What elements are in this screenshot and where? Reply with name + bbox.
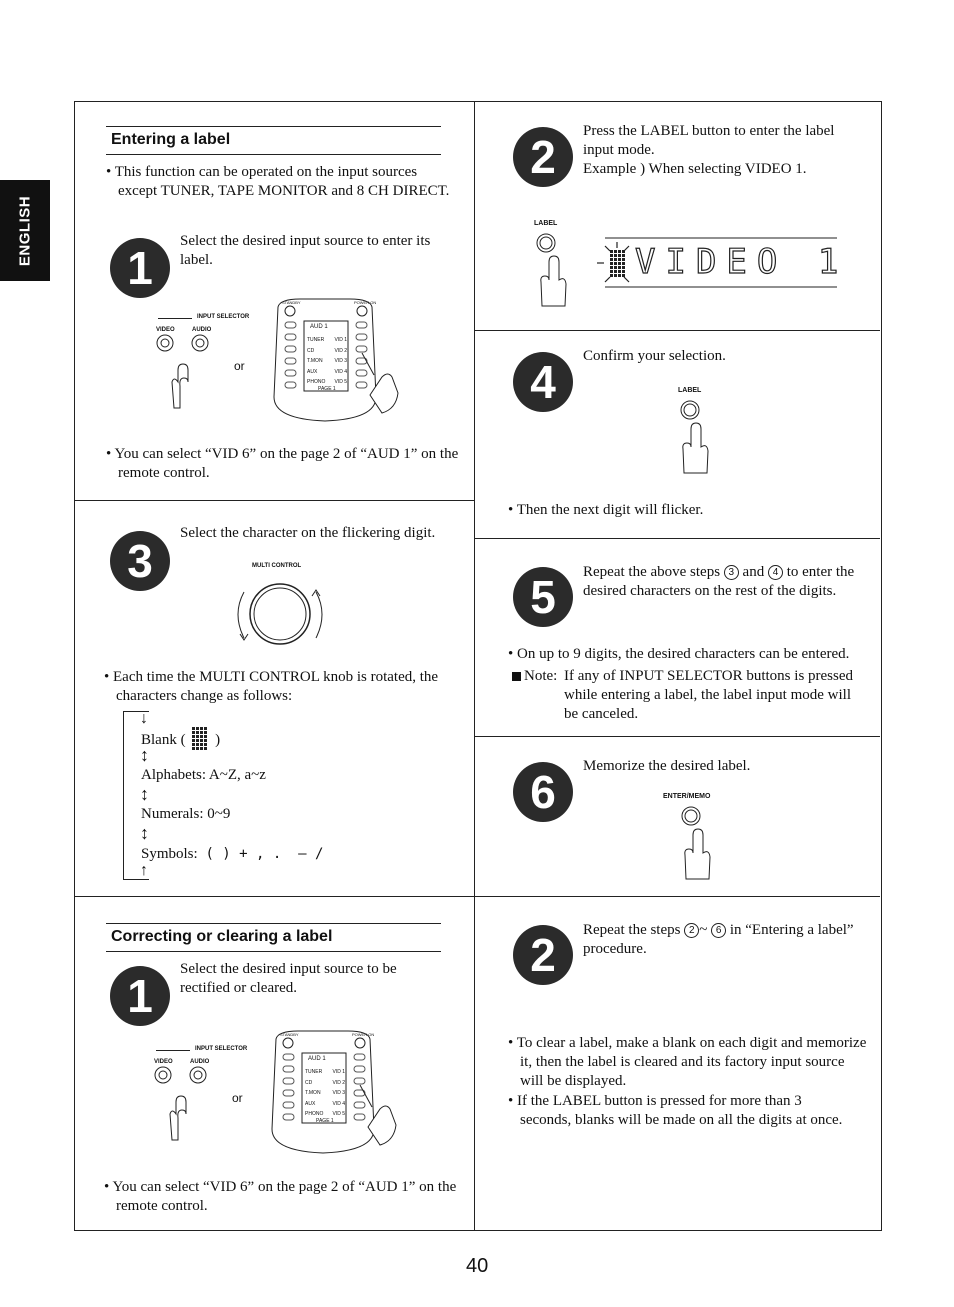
step-1-text: Select the desired input source to enter its label. [180,233,431,268]
enter-memo-illustration [662,791,732,883]
or-label-2: or [232,1091,243,1105]
step-2-text: Press the LABEL button to enter the label input mode. [583,123,835,158]
section-title-correcting: Correcting or clearing a label [111,928,333,945]
step-2-number: 2 [513,127,573,187]
remote-row-left: PHONO [307,379,326,385]
language-tab [0,180,50,281]
label-button-illustration [528,218,578,310]
blank-dot-matrix-icon [189,726,211,752]
or-label: or [234,359,245,373]
remote-row-left: T.MON [305,1090,321,1096]
step-3-text: Select the character on the flickering digit. [180,525,436,541]
fl-display-illustration [597,232,849,290]
remote-row-left: TUNER [307,337,325,343]
note-label: Note: [524,668,558,684]
correcting-step-1-text: Select the desired input source to be rectified or cleared. [180,961,397,996]
step-5-text-b: to enter the desired characters on the rest of the digits. [583,564,855,599]
label-button-caption: LABEL [534,220,558,227]
remote-page-label: PAGE 1 [318,386,336,392]
section-rule-bottom-2 [106,951,441,952]
correcting-step-1-number: 1 [110,966,170,1026]
remote-power-label: POWER ON [354,300,377,305]
step-ref-3: 3 [724,565,739,580]
remote-row-right: VID 2 [334,347,347,354]
section-rule-bottom [106,154,441,155]
row-divider [74,896,880,897]
correcting-step-2-text-a: Repeat the steps [583,922,681,938]
remote-row-right: VID 3 [334,358,347,364]
video-label-2: VIDEO [154,1059,173,1065]
knob-graphic [230,562,330,657]
label-button-graphic [528,218,578,310]
sequence-blank [141,726,220,752]
remote-row-left: AUX [305,1100,316,1107]
audio-label-2: AUDIO [190,1059,210,1065]
enter-memo-graphic [662,791,732,883]
correcting-step-2-note-2: • If the LABEL button is pressed for more than 3 seconds, blanks will be made on all the digits at once. [508,1093,843,1128]
remote-row-right: VID 2 [332,1079,345,1086]
label-button-illustration-2 [672,385,722,477]
step-ref-6: 6 [711,923,726,938]
remote-row-left: PHONO [305,1111,324,1117]
symbols-chars: ( ) + , . – / [205,846,324,862]
sequence-numerals: Numerals: 0~9 [141,806,231,822]
left-divider-1 [74,500,474,501]
audio-label: AUDIO [192,327,212,333]
page-number: 40 [466,1255,489,1277]
sequence-alphabets: Alphabets: A~Z, a~z [141,767,266,783]
section-rule-top [106,126,441,127]
step-1-number: 1 [110,238,170,298]
symbols-label: Symbols: [141,846,198,862]
sequence-arrow-updown-icon: ↕ [140,745,149,765]
remote-row-right: VID 4 [332,1100,345,1107]
multi-control-label: MULTI CONTROL [252,563,302,569]
remote-row-left: CD [307,347,315,354]
step-ref-2: 2 [684,923,699,938]
correcting-step-2-note-1: • To clear a label, make a blank on each digit and memorize it, then the label is cleared and its factory input source will be displayed. [508,1035,867,1089]
remote-row-right: VID 5 [334,379,347,385]
range-tilde: ~ [699,922,708,938]
step-1-note: • You can select “VID 6” on the page 2 of “AUD 1” on the remote control. [106,446,459,481]
remote-screen-title-2: AUD 1 [308,1056,326,1062]
step-5-number: 5 [513,567,573,627]
step-4-text: Confirm your selection. [583,348,726,364]
intro-note: • This function can be operated on the input sources except TUNER, TAPE MONITOR and 8 CH DIRECT. [106,164,450,199]
step-6-number: 6 [513,762,573,822]
step-5-note-1: • On up to 9 digits, the desired characters can be entered. [508,646,850,662]
step-2-example: Example ) When selecting VIDEO 1. [583,161,807,177]
note-square-icon [512,672,521,681]
label-button-graphic-2 [672,385,722,477]
correcting-step-2-text-b: in “Entering a label” procedure. [583,922,854,957]
step-5-text [583,563,868,601]
remote-standby-label-2: STANDBY [280,1032,299,1037]
multi-control-illustration [230,562,330,657]
step-5-text-and: and [742,564,765,580]
input-selector-label-2: INPUT SELECTOR [195,1046,248,1052]
remote-row-left: CD [305,1079,313,1086]
right-divider-1 [474,330,880,331]
remote-row-right: VID 1 [332,1069,345,1075]
remote-row-right: VID 5 [332,1111,345,1117]
sequence-arrow-updown-icon: ↕ [140,784,149,804]
right-divider-2 [474,538,880,539]
remote-screen-rows [307,335,347,388]
section-title-entering: Entering a label [111,131,231,148]
step-5-note-2-text: If any of INPUT SELECTOR buttons is pressed while entering a label, the label input mode will be canceled. [564,668,854,722]
step-3-note: • Each time the MULTI CONTROL knob is rotated, the characters change as follows: [104,669,439,704]
step-4-note: • Then the next digit will flicker. [508,502,704,518]
enter-memo-caption: ENTER/MEMO [663,793,711,800]
blank-label-close: ) [215,732,221,748]
remote-power-label-2: POWER ON [352,1032,375,1037]
remote-row-left: AUX [307,368,318,375]
step-4-number: 4 [513,352,573,412]
remote-row-left: TUNER [305,1069,323,1075]
remote-row-right: VID 1 [334,337,347,343]
sequence-loop-line [123,711,124,879]
correcting-step-1-note: • You can select “VID 6” on the page 2 of “AUD 1” on the remote control. [104,1179,457,1214]
sequence-arrow-updown-icon: ↕ [140,823,149,843]
step-ref-4: 4 [768,565,783,580]
remote-row-right: VID 4 [334,368,347,375]
correcting-step-2-number: 2 [513,925,573,985]
display-text: VIDEO 1 [635,242,849,282]
language-tab-label: ENGLISH [16,195,34,266]
sequence-symbols [141,845,323,864]
label-button-caption-2: LABEL [678,387,702,394]
step-3-number: 3 [110,531,170,591]
column-divider [474,101,475,1230]
remote-row-right: VID 3 [332,1090,345,1096]
blank-label: Blank ( [141,732,186,748]
remote-standby-label: STANDBY [282,300,301,305]
right-divider-3 [474,736,880,737]
step-5-text-a: Repeat the above steps [583,564,721,580]
remote-control-illustration [270,297,400,425]
remote-screen-title: AUD 1 [310,324,328,330]
correcting-step-2-text [583,921,868,959]
section-rule-top-2 [106,923,441,924]
sequence-arrow-down-icon: ↓ [140,710,148,727]
remote-page-label-2: PAGE 1 [316,1118,334,1124]
remote-screen-rows-2 [305,1067,345,1120]
input-selector-label: INPUT SELECTOR [197,314,250,320]
remote-row-left: T.MON [307,358,323,364]
video-label: VIDEO [156,327,175,333]
step-6-text: Memorize the desired label. [583,758,751,774]
remote-control-illustration-2 [268,1029,398,1157]
sequence-arrow-up-icon: ↑ [140,862,148,879]
